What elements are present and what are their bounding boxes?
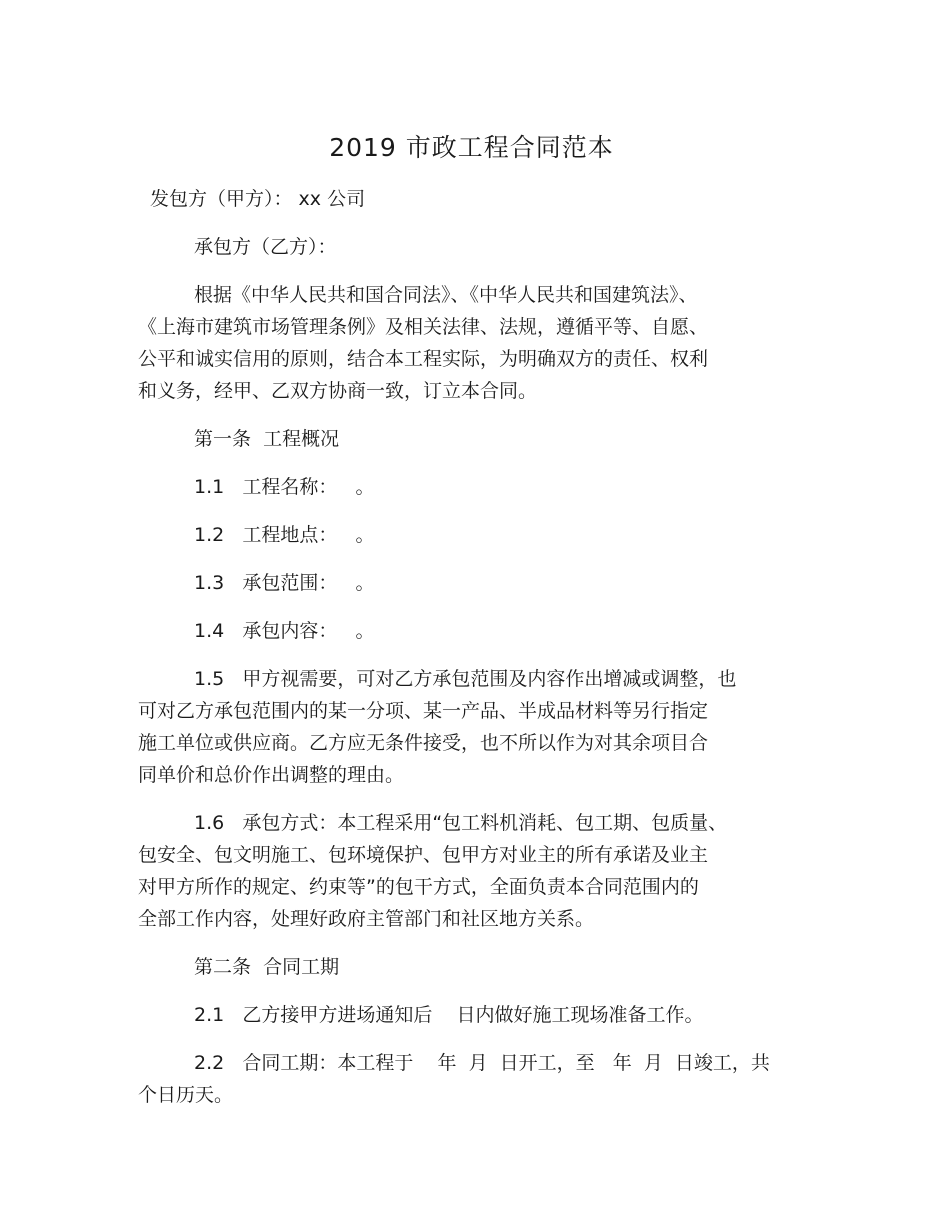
clause-1-1: 1.1 工程名称： 。 bbox=[194, 476, 375, 498]
clause-1-6-line: 1.6 承包方式：本工程采用“包工料机消耗、包工期、包质量、 bbox=[194, 812, 728, 834]
party-b-line: 承包方（乙方）： bbox=[194, 236, 337, 258]
clause-1-6-line: 对甲方所作的规定、约束等”的包干方式，全面负责本合同范围内的 bbox=[138, 876, 699, 898]
clause-1-2: 1.2 工程地点： 。 bbox=[194, 524, 375, 546]
preamble-line: 《上海市建筑市场管理条例》及相关法律、法规，遵循平等、自愿、 bbox=[138, 316, 709, 338]
clause-1-6-line: 全部工作内容，处理好政府主管部门和社区地方关系。 bbox=[138, 908, 595, 930]
preamble-line: 公平和诚实信用的原则，结合本工程实际，为明确双方的责任、权利 bbox=[138, 348, 709, 370]
clause-1-5-line: 施工单位或供应商。乙方应无条件接受，也不所以作为对其余项目合 bbox=[138, 732, 709, 754]
clause-2-1: 2.1 乙方接甲方进场通知后 日内做好施工现场准备工作。 bbox=[194, 1004, 704, 1026]
document-title: 2019 市政工程合同范本 bbox=[329, 133, 614, 162]
clause-1-5-line: 可对乙方承包范围内的某一分项、某一产品、半成品材料等另行指定 bbox=[138, 700, 709, 722]
clause-2-2-line: 个日历天。 bbox=[138, 1084, 234, 1106]
clause-1-5-line: 同单价和总价作出调整的理由。 bbox=[138, 764, 405, 786]
article-heading: 第二条 合同工期 bbox=[194, 956, 340, 978]
clause-1-3: 1.3 承包范围： 。 bbox=[194, 572, 375, 594]
clause-1-5-line: 1.5 甲方视需要，可对乙方承包范围及内容作出增减或调整，也 bbox=[194, 668, 737, 690]
clause-2-2-line: 2.2 合同工期：本工程于 年 月 日开工，至 年 月 日竣工，共 bbox=[194, 1052, 770, 1074]
clause-1-6-line: 包安全、包文明施工、包环境保护、包甲方对业主的所有承诺及业主 bbox=[138, 844, 709, 866]
preamble-line: 根据《中华人民共和国合同法》、《中华人民共和国建筑法》、 bbox=[194, 284, 698, 306]
clause-1-4: 1.4 承包内容： 。 bbox=[194, 620, 375, 642]
article-heading: 第一条 工程概况 bbox=[194, 428, 340, 450]
party-a-line: 发包方（甲方）： xx 公司 bbox=[150, 188, 366, 210]
preamble-line: 和义务，经甲、乙双方协商一致，订立本合同。 bbox=[138, 380, 538, 402]
